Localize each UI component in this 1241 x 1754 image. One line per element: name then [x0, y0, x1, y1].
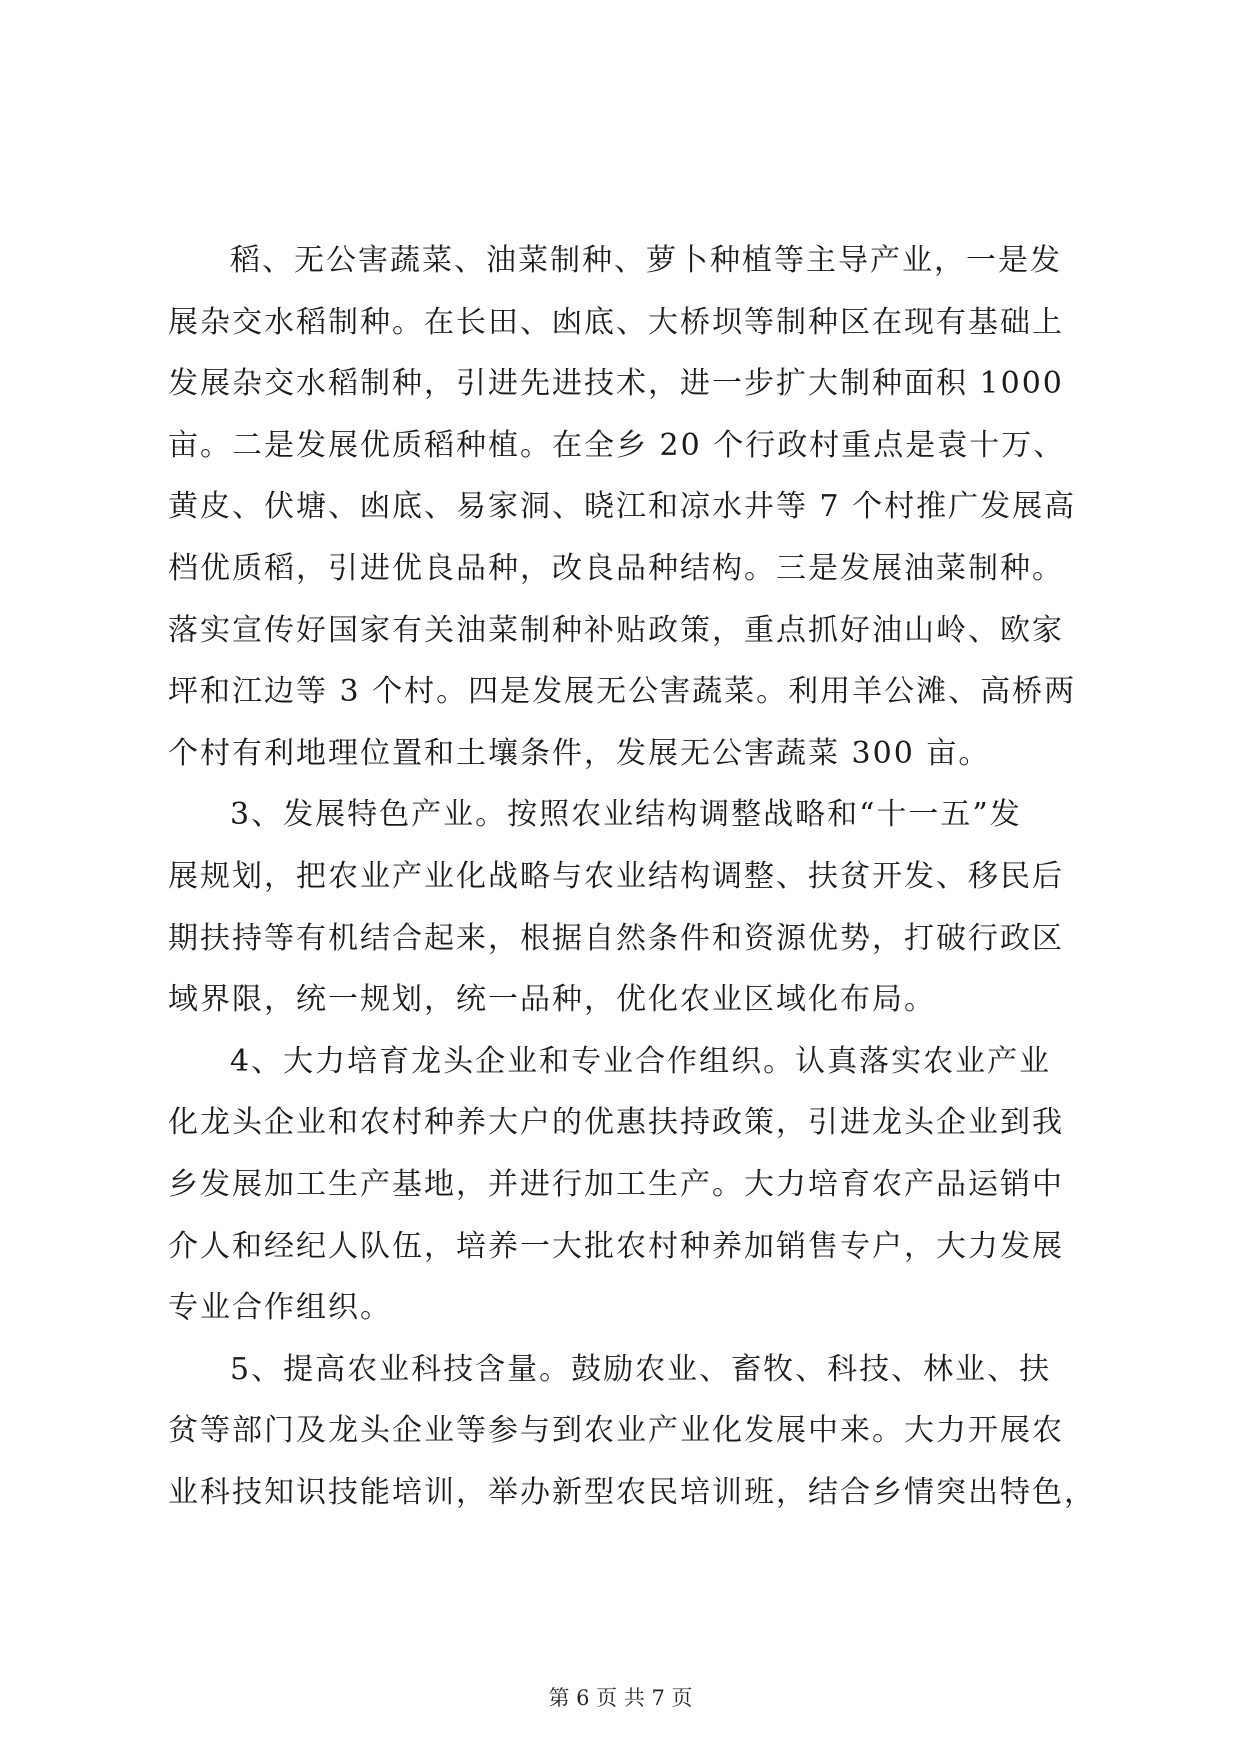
text-line: 贫等部门及龙头企业等参与到农业产业化发展中来。大力开展农: [168, 1413, 1064, 1449]
text-line: 介人和经纪人队伍，培养一大批农村种养加销售专户，大力发展: [168, 1228, 1064, 1264]
text-line: 展规划，把农业产业化战略与农业结构调整、扶贫开发、移民后: [168, 858, 1064, 894]
text-line: 5、提高农业科技含量。鼓励农业、畜牧、科技、林业、扶: [230, 1351, 1052, 1387]
text-line: 专业合作组织。: [168, 1290, 392, 1326]
text-line: 落实宣传好国家有关油菜制种补贴政策，重点抓好油山岭、欧家: [168, 612, 1064, 648]
text-line: 稻、无公害蔬菜、油菜制种、萝卜种植等主导产业，一是发: [230, 243, 1062, 278]
page-footer: 第 6 页 共 7 页: [548, 1686, 693, 1710]
text-line: 发展杂交水稻制种，引进先进技术，进一步扩大制种面积 1000: [168, 366, 1064, 402]
text-line: 个村有利地理位置和土壤条件，发展无公害蔬菜 300 亩。: [168, 735, 991, 771]
text-line: 4、大力培育龙头企业和专业合作组织。认真落实农业产业: [230, 1043, 1052, 1079]
text-line: 展杂交水稻制种。在长田、凼底、大桥坝等制种区在现有基础上: [168, 304, 1064, 340]
text-line: 化龙头企业和农村种养大户的优惠扶持政策，引进龙头企业到我: [168, 1105, 1064, 1141]
text-line: 域界限，统一规划，统一品种，优化农业区域化布局。: [168, 982, 936, 1018]
text-line: 档优质稻，引进优良品种，改良品种结构。三是发展油菜制种。: [168, 550, 1064, 586]
text-line: 3、发展特色产业。按照农业结构调整战略和“十一五”发: [230, 797, 1022, 833]
body-text: [168, 230, 1096, 1523]
text-line: 期扶持等有机结合起来，根据自然条件和资源优势，打破行政区: [168, 920, 1064, 956]
text-line: 业科技知识技能培训，举办新型农民培训班，结合乡情突出特色，: [168, 1474, 1096, 1510]
text-line: 乡发展加工生产基地，并进行加工生产。大力培育农产品运销中: [168, 1166, 1064, 1202]
text-line: 黄皮、伏塘、凼底、易家洞、晓江和凉水井等 7 个村推广发展高: [168, 489, 1077, 525]
text-line: 亩。二是发展优质稻种植。在全乡 20 个行政村重点是袁十万、: [168, 427, 1066, 463]
text-line: 坪和江边等 3 个村。四是发展无公害蔬菜。利用羊公滩、高桥两: [168, 674, 1077, 710]
